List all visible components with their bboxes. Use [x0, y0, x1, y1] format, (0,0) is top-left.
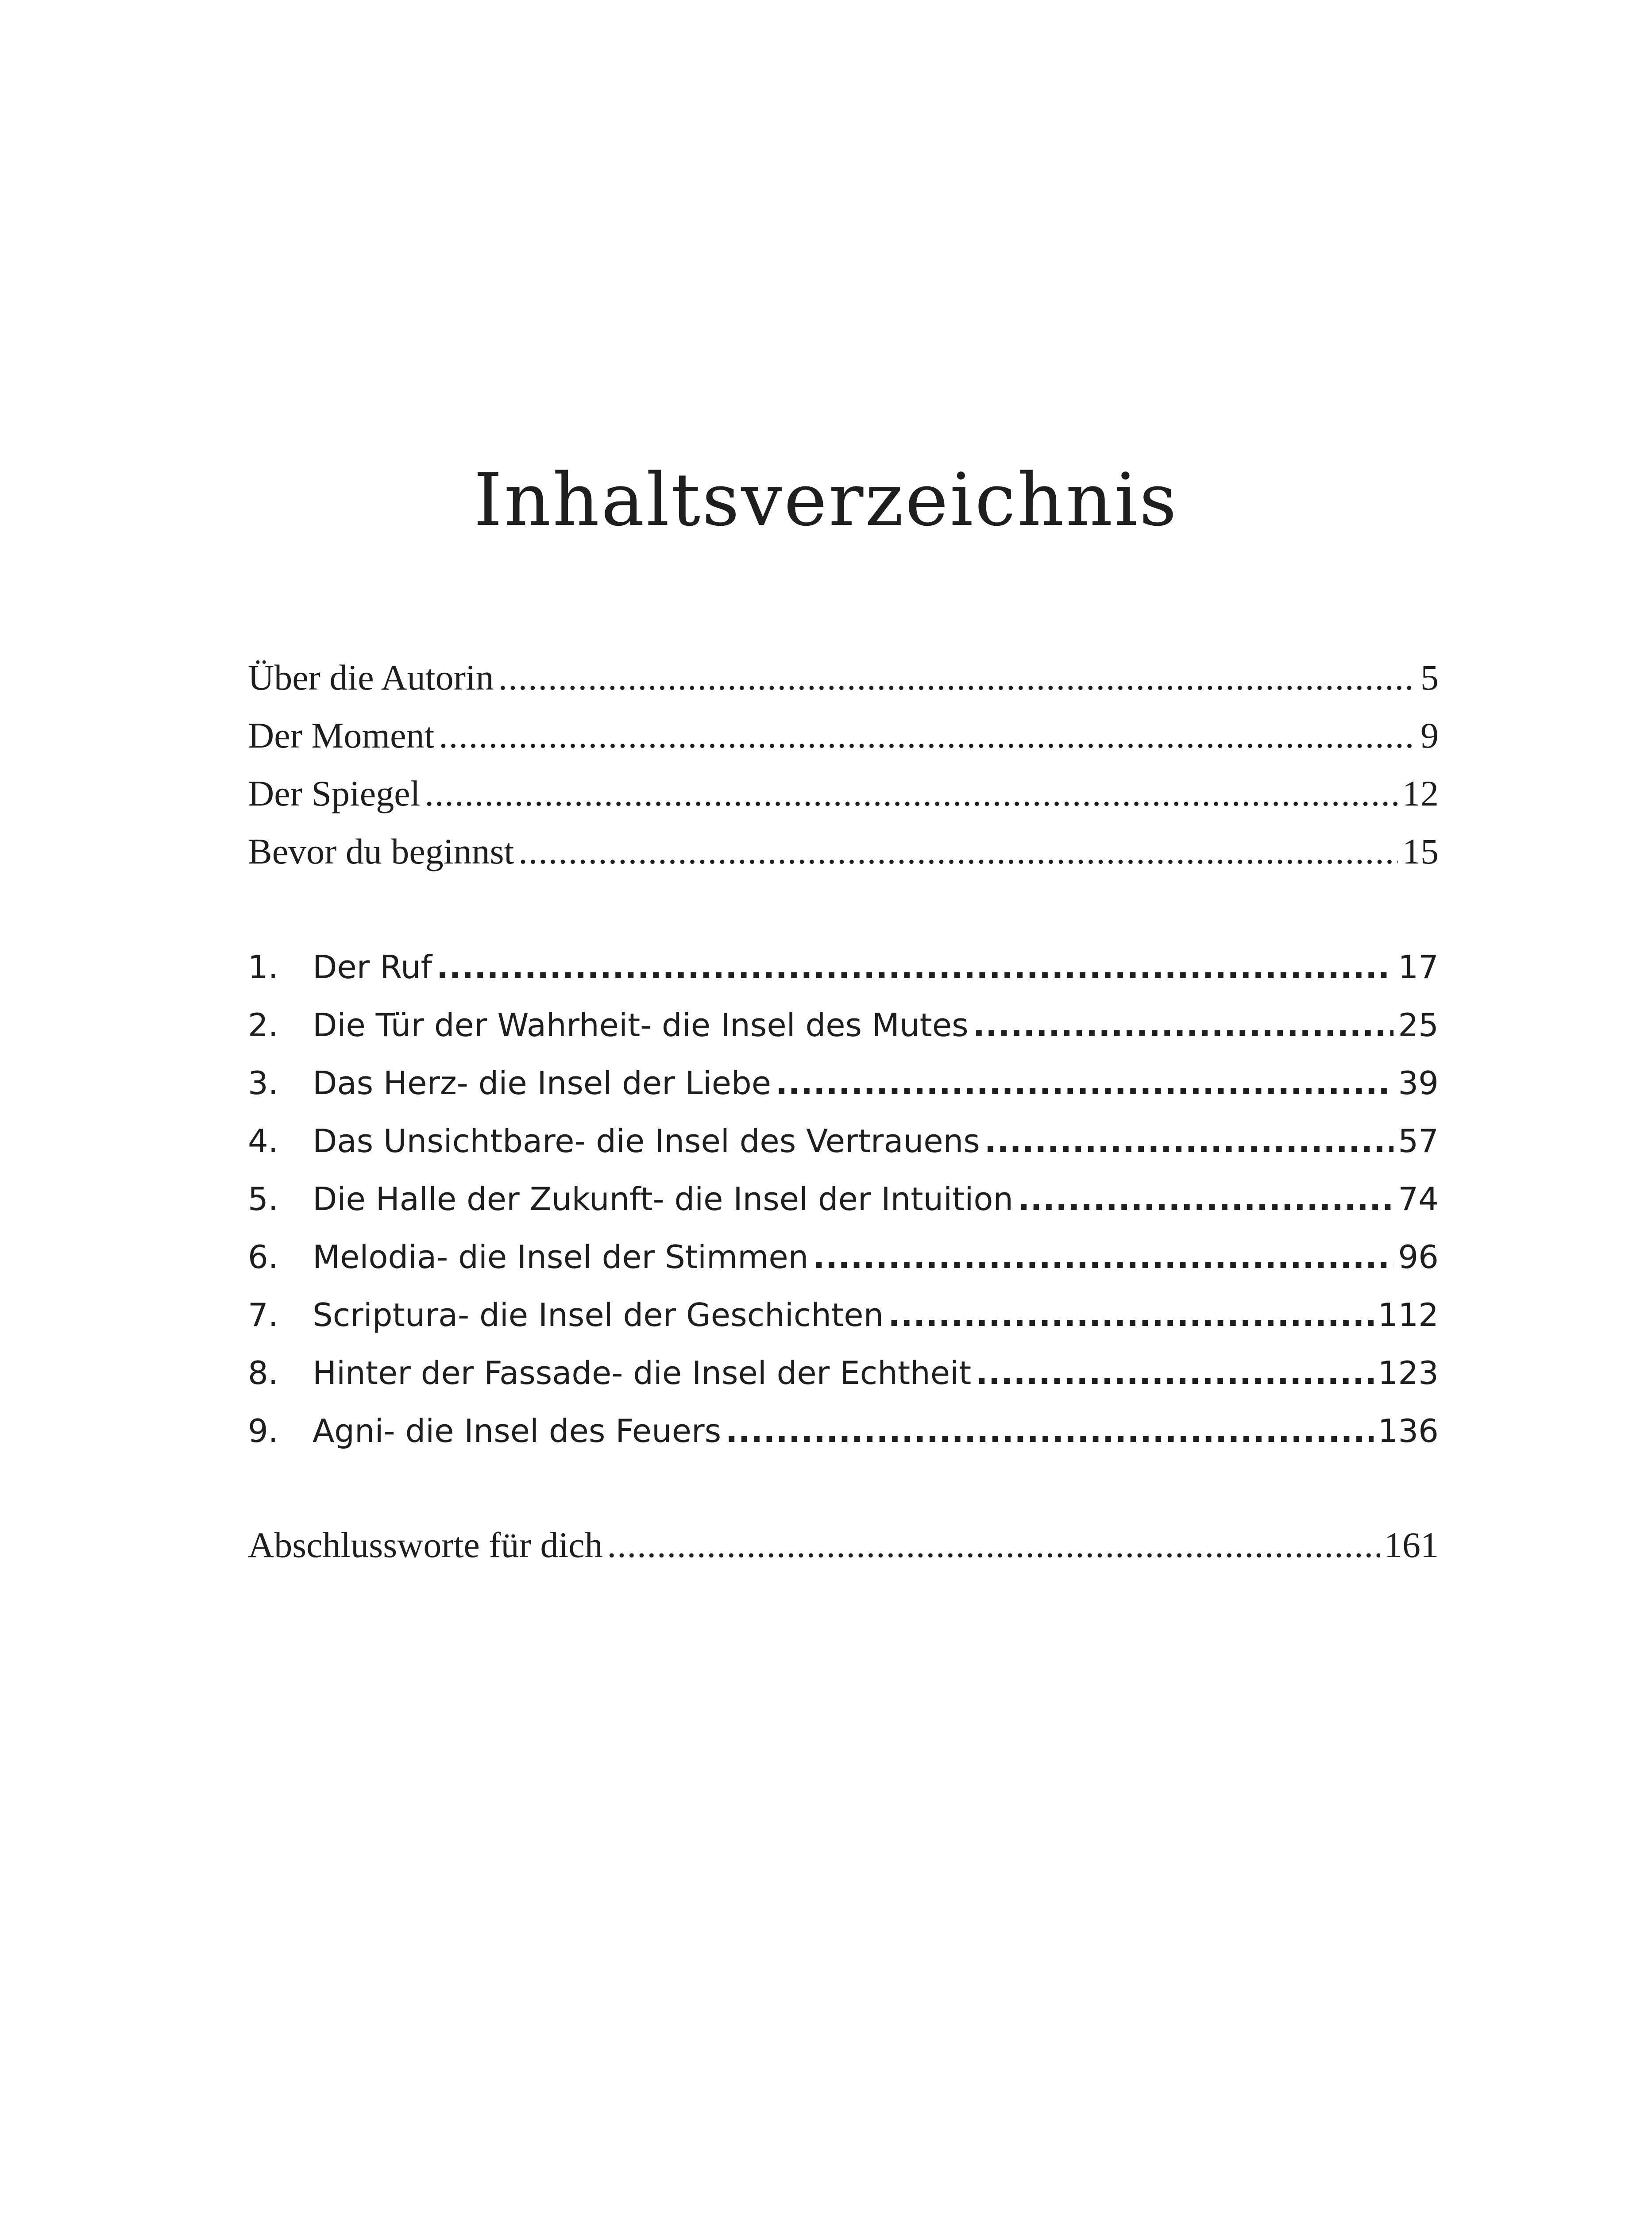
chapter-label: Die Halle der Zukunft- die Insel der Intuition: [313, 1180, 1014, 1218]
toc-entry-label: Bevor du beginnst: [248, 831, 514, 871]
toc-chapter-entry: [248, 1054, 1439, 1112]
toc-chapter-entry: [248, 1286, 1439, 1344]
chapter-label: Die Tür der Wahrheit- die Insel des Mutes: [313, 1006, 969, 1044]
chapter-page: 112: [1378, 1296, 1439, 1334]
chapter-number: 8.: [248, 1354, 278, 1392]
dot-leader: [776, 1054, 1393, 1112]
chapter-number: 4.: [248, 1122, 278, 1160]
toc-entry-label: Abschlussworte für dich: [248, 1525, 603, 1565]
toc-chapter-entry: [248, 1170, 1439, 1228]
toc-front-matter: [248, 648, 1439, 880]
chapter-number: 9.: [248, 1412, 278, 1450]
toc-entry-page: 5: [1420, 657, 1439, 698]
toc-entry: [248, 1516, 1439, 1574]
dot-leader: [518, 822, 1398, 880]
toc-entry: [248, 822, 1439, 880]
dot-leader: [973, 996, 1394, 1054]
dot-leader: [984, 1112, 1394, 1170]
dot-leader: [436, 938, 1393, 996]
toc-entry-label: Der Moment: [248, 715, 435, 756]
chapter-page: 57: [1398, 1122, 1439, 1160]
chapter-number: 2.: [248, 1006, 278, 1044]
toc-entry-page: 15: [1402, 831, 1439, 871]
toc-entry-page: 161: [1384, 1525, 1439, 1565]
dot-leader: [498, 648, 1416, 706]
chapter-number: 7.: [248, 1296, 278, 1334]
chapter-label: Scriptura- die Insel der Geschichten: [313, 1296, 884, 1334]
dot-leader: [1018, 1170, 1393, 1228]
chapter-page: 96: [1398, 1238, 1439, 1276]
chapter-label: Der Ruf: [313, 948, 432, 986]
dot-leader: [425, 764, 1398, 822]
toc-entry: [248, 764, 1439, 822]
chapter-page: 123: [1378, 1354, 1439, 1392]
chapter-number: 6.: [248, 1238, 278, 1276]
toc-entry-label: Der Spiegel: [248, 773, 421, 813]
chapter-label: Hinter der Fassade- die Insel der Echtheit: [313, 1354, 972, 1392]
chapter-page: 74: [1398, 1180, 1439, 1218]
toc-chapter-entry: [248, 1402, 1439, 1460]
toc-chapters: [248, 938, 1439, 1460]
chapter-page: 39: [1398, 1064, 1439, 1102]
chapter-number: 5.: [248, 1180, 278, 1218]
chapter-label: Agni- die Insel des Feuers: [313, 1412, 722, 1450]
toc-entry-page: 12: [1402, 773, 1439, 813]
chapter-label: Das Unsichtbare- die Insel des Vertrauens: [313, 1122, 980, 1160]
chapter-number: 1.: [248, 948, 278, 986]
chapter-page: 25: [1398, 1006, 1439, 1044]
dot-leader: [888, 1286, 1373, 1344]
toc-chapter-entry: [248, 1344, 1439, 1402]
dot-leader: [976, 1344, 1373, 1402]
toc-chapter-entry: [248, 1228, 1439, 1286]
dot-leader: [607, 1516, 1380, 1574]
toc-chapter-entry: [248, 938, 1439, 996]
chapter-page: 136: [1378, 1412, 1439, 1450]
toc-entry: [248, 648, 1439, 706]
dot-leader: [813, 1228, 1393, 1286]
toc-entry: [248, 706, 1439, 764]
chapter-number: 3.: [248, 1064, 278, 1102]
chapter-page: 17: [1398, 948, 1439, 986]
page-title: Inhaltsverzeichnis: [473, 458, 1179, 542]
toc-closing: [248, 1516, 1439, 1574]
chapter-label: Melodia- die Insel der Stimmen: [313, 1238, 809, 1276]
toc-chapter-entry: [248, 1112, 1439, 1170]
dot-leader: [726, 1402, 1373, 1460]
toc-entry-label: Über die Autorin: [248, 657, 494, 698]
dot-leader: [439, 706, 1416, 764]
chapter-label: Das Herz- die Insel der Liebe: [313, 1064, 772, 1102]
toc-entry-page: 9: [1420, 715, 1439, 756]
toc-chapter-entry: [248, 996, 1439, 1054]
